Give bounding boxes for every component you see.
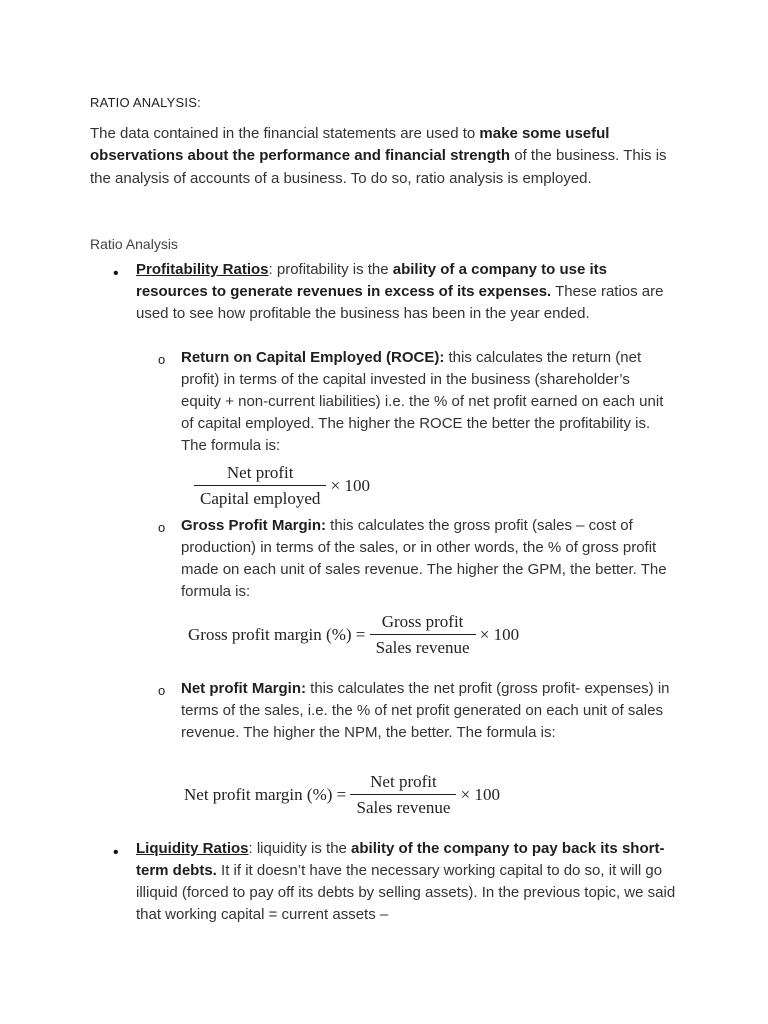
roce-numerator: Net profit [194, 463, 326, 486]
gpm-fraction [370, 612, 476, 658]
roce-text: this calculates the return (net profit) in terms of the capital invested in the business (shareholder’s equity + non-current liabilities) i.e. the % of net profit earned on each unit of capital employed. The higher the ROCE the better the profitability is. The formula is: [181, 349, 664, 454]
npm-lhs: Net profit margin (%) = [184, 785, 347, 804]
roce-formula [194, 463, 370, 509]
npm-numerator: Net profit [350, 772, 456, 795]
profitability-text-end: These ratios are used to see how profitable the business has been in the year ended. [136, 283, 664, 322]
roce-paragraph [181, 347, 671, 457]
intro-text-end: of the business. This is the analysis of accounts of a business. To do so, ratio analysis is employed. [90, 147, 667, 187]
gpm-title: Gross Profit Margin: [181, 517, 327, 534]
intro-text: The data contained in the financial statements are used to [90, 125, 480, 142]
gpm-numerator: Gross profit [370, 612, 476, 635]
roce-multiplier: × 100 [330, 476, 370, 495]
section-heading: RATIO ANALYSIS: [90, 95, 201, 110]
gpm-formula [188, 612, 519, 658]
profitability-bold-text: ability of a company to use its resources to generate revenues in excess of its expenses. [136, 261, 607, 300]
npm-multiplier: × 100 [460, 785, 501, 804]
profitability-title: Profitability Ratios [136, 261, 269, 278]
bullet-icon: • [113, 265, 119, 282]
liquidity-text-end: It if it doesn’t have the necessary working capital to do so, it will go illiquid (forced to pay off its debts by selling assets). In the previous topic, we said that working capital = current assets – [136, 862, 676, 923]
sub-bullet-icon: o [158, 520, 166, 535]
sub-bullet-icon: o [158, 683, 166, 698]
liquidity-text: : liquidity is the [248, 840, 352, 857]
intro-paragraph [90, 123, 680, 190]
profitability-paragraph [136, 259, 676, 325]
roce-denominator: Capital employed [200, 489, 321, 508]
roce-title: Return on Capital Employed (ROCE): [181, 349, 445, 366]
ratio-analysis-subheading: Ratio Analysis [90, 236, 178, 252]
npm-denominator: Sales revenue [356, 798, 451, 817]
npm-title: Net profit Margin: [181, 680, 306, 697]
npm-text: this calculates the net profit (gross profit- expenses) in terms of the sales, i.e. the % of net profit generated on each unit of sales revenue. The higher the NPM, the better. The formula is: [181, 680, 670, 741]
npm-paragraph [181, 678, 671, 744]
liquidity-paragraph [136, 838, 676, 926]
gpm-denominator: Sales revenue [375, 638, 470, 657]
profitability-text: : profitability is the [268, 261, 393, 278]
roce-fraction [194, 463, 326, 509]
gpm-multiplier: × 100 [479, 625, 520, 644]
gpm-lhs: Gross profit margin (%) = [188, 625, 366, 644]
intro-bold-text: make some useful observations about the performance and financial strength [90, 125, 610, 165]
sub-bullet-icon: o [158, 352, 166, 367]
liquidity-title: Liquidity Ratios [136, 840, 249, 857]
npm-fraction [350, 772, 456, 818]
npm-formula [184, 772, 500, 818]
gpm-paragraph [181, 515, 671, 603]
liquidity-bold-text: ability of the company to pay back its short-term debts. [136, 840, 665, 879]
gpm-text: this calculates the gross profit (sales – cost of production) in terms of the sales, or in other words, the % of gross profit made on each unit of sales revenue. The higher the GPM, the better. The formula is: [181, 517, 667, 600]
bullet-icon: • [113, 844, 119, 861]
